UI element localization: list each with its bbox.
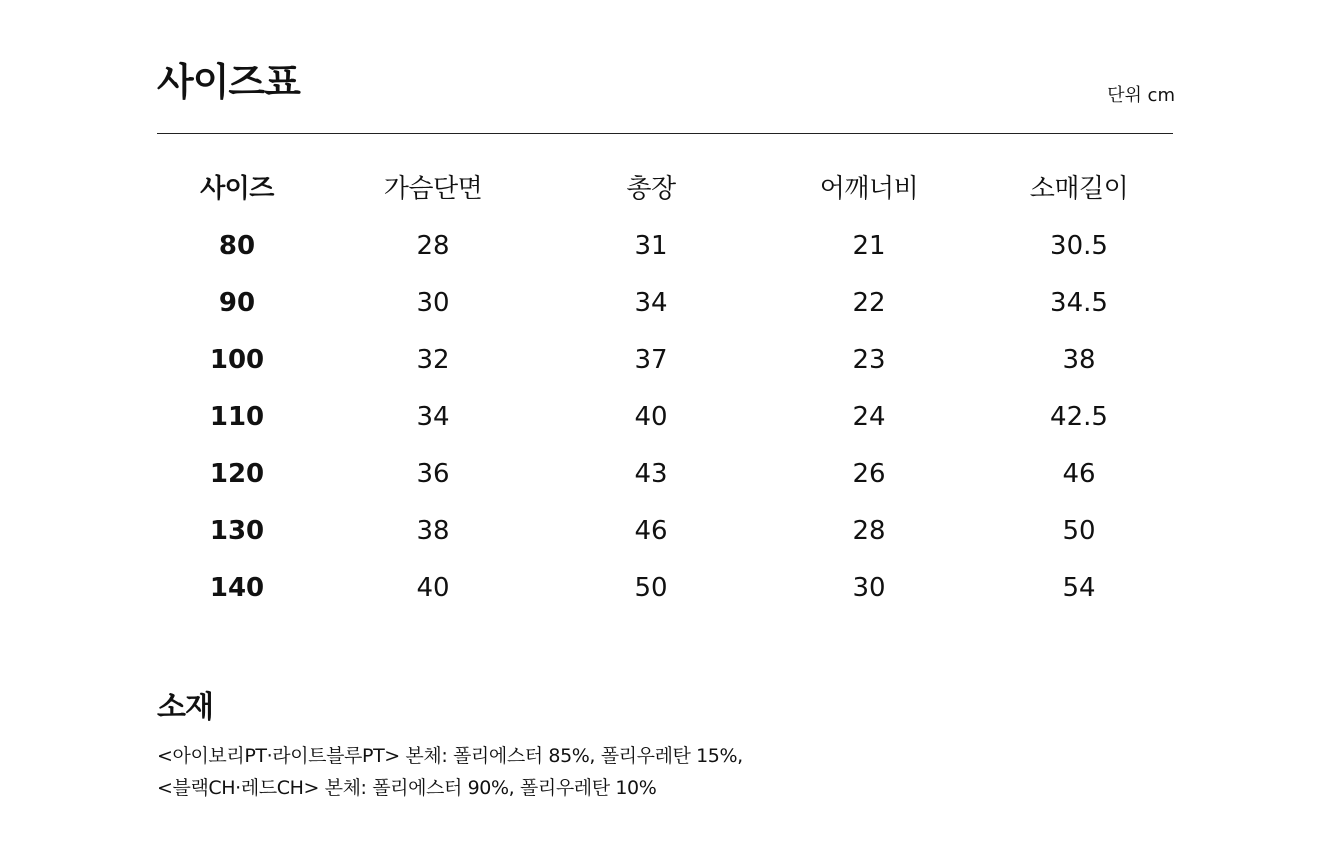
table-row <box>157 503 1173 560</box>
cell-size: 130 <box>209 516 265 546</box>
cell-sleeve-length: 30.5 <box>1050 231 1108 261</box>
cell-total-length: 43 <box>634 459 668 489</box>
cell-sleeve-length: 34.5 <box>1050 288 1108 318</box>
cell-chest-width: 34 <box>416 402 450 432</box>
material-section <box>157 688 1173 804</box>
material-title: 소재 <box>157 690 213 725</box>
table-header-row <box>157 161 1173 218</box>
header-sleeve-length: 소매길이 <box>1029 174 1129 204</box>
material-line: <아이보리PT·라이트블루PT> 본체: 폴리에스터 85%, 폴리우레탄 15%, <box>157 745 743 767</box>
cell-chest-width: 36 <box>416 459 450 489</box>
cell-total-length: 40 <box>634 402 668 432</box>
cell-chest-width: 28 <box>416 231 450 261</box>
table-row <box>157 446 1173 503</box>
cell-shoulder-width: 28 <box>852 516 886 546</box>
cell-total-length: 31 <box>634 231 668 261</box>
cell-shoulder-width: 30 <box>852 573 886 603</box>
size-table <box>157 161 1173 617</box>
cell-shoulder-width: 22 <box>852 288 886 318</box>
cell-sleeve-length: 50 <box>1062 516 1096 546</box>
cell-total-length: 37 <box>634 345 668 375</box>
cell-shoulder-width: 21 <box>852 231 886 261</box>
unit-label: 단위 cm <box>1107 85 1175 106</box>
table-row <box>157 560 1173 617</box>
cell-total-length: 34 <box>634 288 668 318</box>
cell-total-length: 50 <box>634 573 668 603</box>
cell-shoulder-width: 24 <box>852 402 886 432</box>
cell-sleeve-length: 38 <box>1062 345 1096 375</box>
cell-chest-width: 32 <box>416 345 450 375</box>
table-row <box>157 332 1173 389</box>
cell-size: 110 <box>209 402 265 432</box>
header-size: 사이즈 <box>200 174 274 204</box>
cell-size: 100 <box>209 345 265 375</box>
cell-sleeve-length: 54 <box>1062 573 1096 603</box>
table-row <box>157 389 1173 446</box>
header-total-length: 총장 <box>626 174 676 204</box>
table-row <box>157 275 1173 332</box>
header-chest-width: 가슴단면 <box>383 174 483 204</box>
cell-chest-width: 40 <box>416 573 450 603</box>
page-title: 사이즈표 <box>157 60 300 104</box>
table-row <box>157 218 1173 275</box>
cell-size: 90 <box>218 288 256 318</box>
cell-size: 120 <box>209 459 265 489</box>
cell-sleeve-length: 46 <box>1062 459 1096 489</box>
cell-sleeve-length: 42.5 <box>1050 402 1108 432</box>
size-guide-header <box>157 0 1173 134</box>
cell-size: 140 <box>209 573 265 603</box>
cell-size: 80 <box>218 231 256 261</box>
cell-total-length: 46 <box>634 516 668 546</box>
header-shoulder-width: 어깨너비 <box>819 174 919 204</box>
size-guide-panel <box>157 0 1175 799</box>
cell-chest-width: 30 <box>416 288 450 318</box>
cell-shoulder-width: 26 <box>852 459 886 489</box>
cell-chest-width: 38 <box>416 516 450 546</box>
cell-shoulder-width: 23 <box>852 345 886 375</box>
material-line: <블랙CH·레드CH> 본체: 폴리에스터 90%, 폴리우레탄 10% <box>157 777 657 799</box>
